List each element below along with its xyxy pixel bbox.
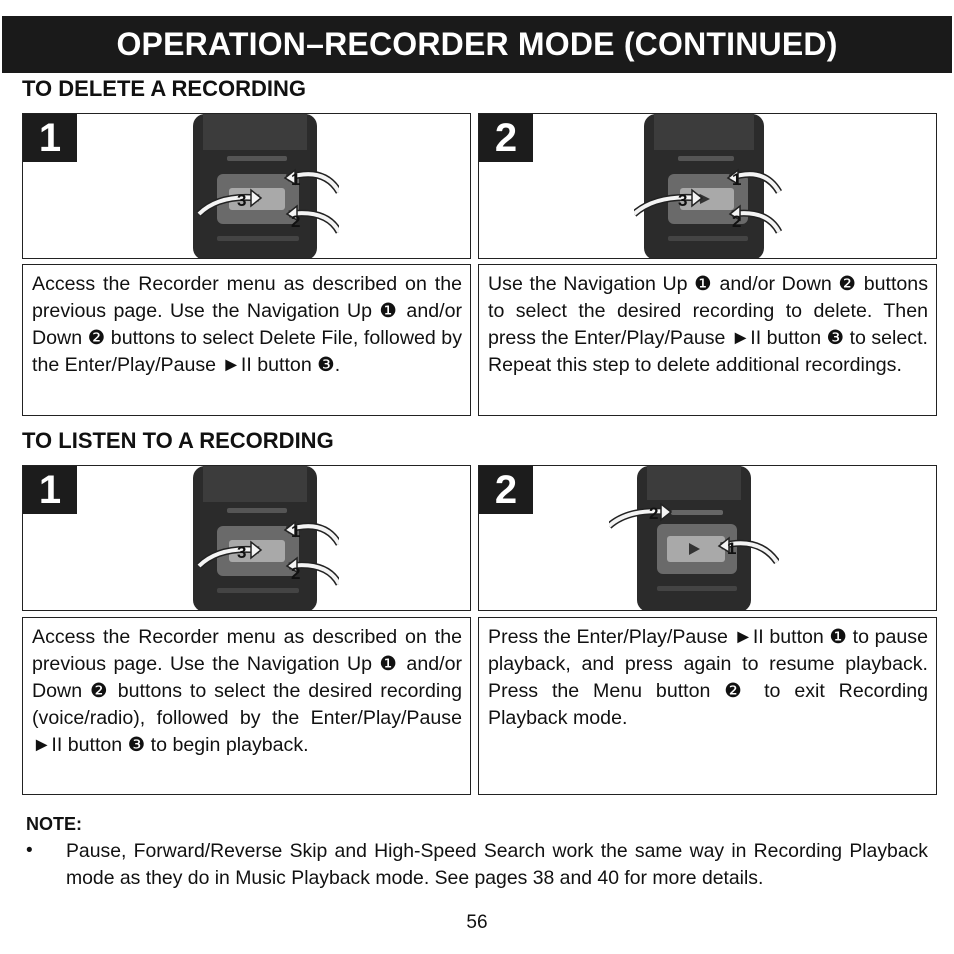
mp3-player-image: [189, 114, 339, 259]
delete-step-2-description: Use the Navigation Up ❶ and/or Down ❷ buttons to select the desired recording to delete. Then press the Enter/Play/Pause ►II button ❸ to select. Repeat this step to delete additional recordings.: [478, 264, 937, 416]
listen-step-1-illustration: [22, 465, 471, 611]
delete-step-1-description: Access the Recorder menu as described on the previous page. Use the Navigation Up ❶ and/or Down ❷ buttons to select Delete File, followed by the Enter/Play/Pause ►II button ❸.: [22, 264, 471, 416]
step-number: 1: [23, 466, 77, 514]
page-number: 56: [466, 912, 488, 933]
callout-2: 2: [649, 504, 659, 523]
listen-step-2-description: Press the Enter/Play/Pause ►II button ❶ to pause playback, and press again to resume playback. Press the Menu button ❷ to exit Recording Playback mode.: [478, 617, 937, 795]
callout-2: 2: [291, 212, 301, 231]
callout-1: 1: [291, 170, 301, 189]
callout-1: 1: [291, 522, 301, 541]
note-bullet: •: [26, 840, 33, 861]
callout-3: 3: [237, 191, 247, 210]
page-header: [2, 16, 952, 73]
step-number: 2: [479, 114, 533, 162]
delete-step-1-illustration: [22, 113, 471, 259]
section-title-delete: TO DELETE A RECORDING: [22, 76, 306, 101]
step-number: 2: [479, 466, 533, 514]
page-title: OPERATION–RECORDER MODE (CONTINUED): [116, 26, 838, 62]
section-title-listen: TO LISTEN TO A RECORDING: [22, 428, 334, 453]
note-label: NOTE:: [26, 814, 82, 834]
listen-step-1-description: Access the Recorder menu as described on the previous page. Use the Navigation Up ❶ and/or Down ❷ buttons to select the desired recording (voice/radio), followed by the Enter/Play/Pause ►II button ❸ to begin playback.: [22, 617, 471, 795]
callout-2: 2: [732, 212, 742, 231]
step-number: 1: [23, 114, 77, 162]
callout-1: 1: [732, 170, 742, 189]
callout-1: 1: [727, 539, 737, 558]
callout-3: 3: [237, 543, 247, 562]
note-text: Pause, Forward/Reverse Skip and High-Speed Search work the same way in Recording Playback mode as they do in Music Playback mode. See pages 38 and 40 for more details.: [66, 840, 928, 889]
mp3-player-image: [634, 114, 784, 259]
callout-2: 2: [291, 564, 301, 583]
mp3-player-image: [189, 466, 339, 611]
callout-3: 3: [678, 191, 688, 210]
delete-step-2-illustration: [478, 113, 937, 259]
listen-step-2-illustration: [478, 465, 937, 611]
mp3-player-image: [609, 466, 779, 611]
